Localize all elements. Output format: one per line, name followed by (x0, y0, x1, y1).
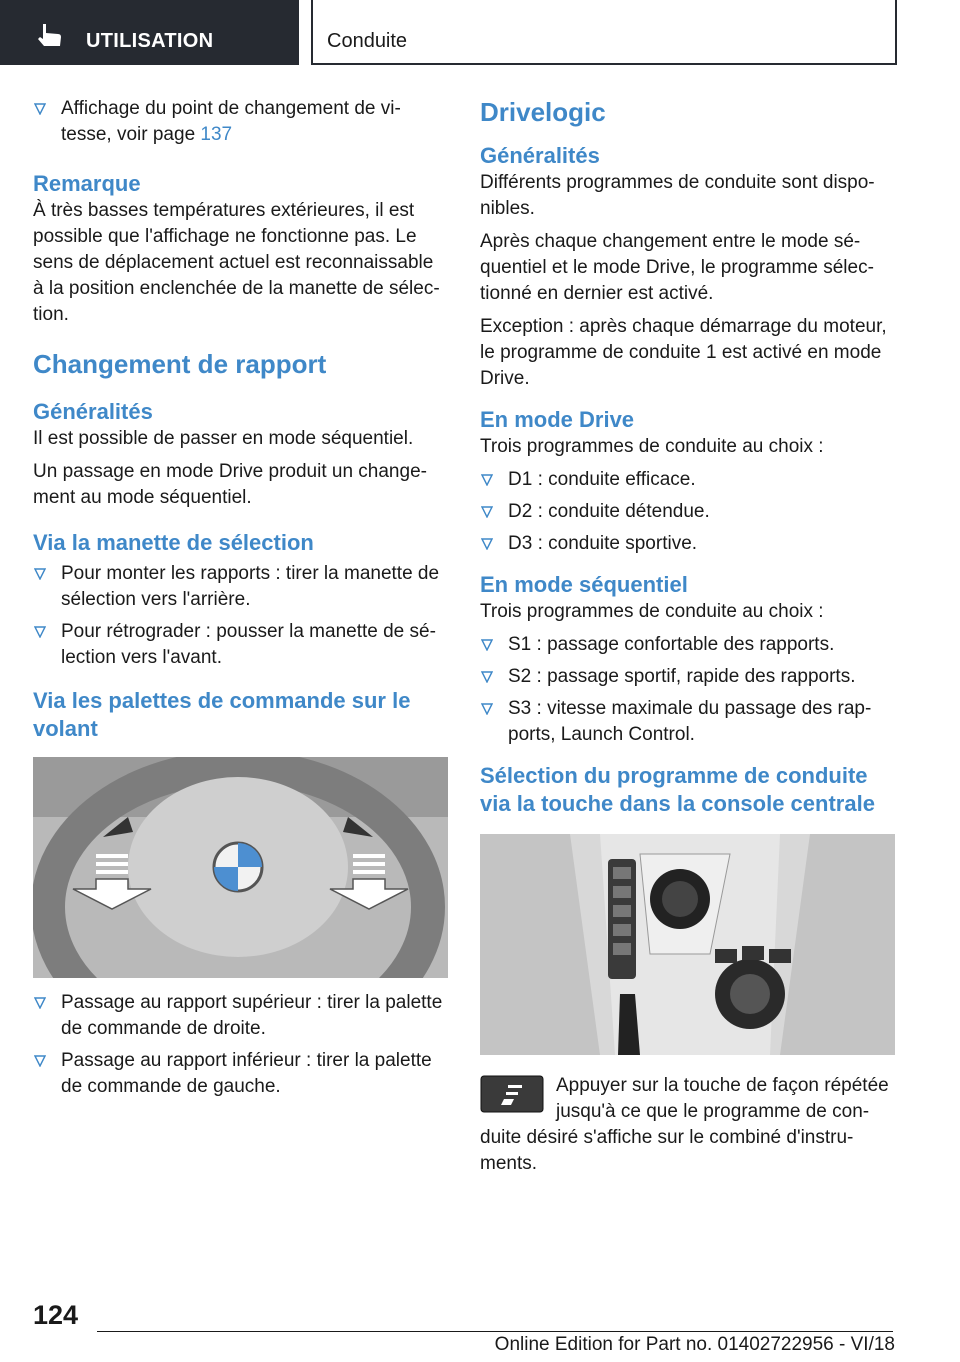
footer-rule (97, 1331, 893, 1332)
list-item (33, 619, 448, 671)
sequentiel-heading: En mode séquentiel (480, 572, 688, 597)
triangle-bullet-icon (481, 671, 493, 683)
chapter-tab (311, 0, 897, 65)
hand-pointer-icon (34, 22, 64, 48)
steering-wheel-image (33, 757, 448, 978)
paragraph: Exception : après chaque démarrage du moteur, le programme de conduite 1 est activé en mode Drive. (480, 316, 887, 389)
list-item (480, 531, 895, 557)
palettes-heading: Via les palettes de commande sur le volant (33, 688, 411, 741)
remarque-body: À très basses températures extérieures, il est possible que l'affichage ne fonctionne pas. Le sens de déplacement actuel est reconnaissable à la position enclenchée de la manette de sélec‐ tion. (33, 200, 440, 325)
page-number: 124 (33, 1300, 79, 1330)
bullet-text: S1 : passage confortable des rapports. (508, 634, 835, 655)
bullet-text: D1 : conduite efficace. (508, 469, 696, 490)
paragraph: Un passage en mode Drive produit un change‐ ment au mode séquentiel. (33, 461, 427, 508)
list-item (33, 1048, 448, 1100)
selection-text-block (480, 1073, 895, 1177)
sequentiel-bullets (480, 632, 895, 748)
drivelogic-title: Drivelogic (480, 97, 606, 127)
section-label: UTILISATION (86, 30, 214, 52)
list-item (33, 561, 448, 613)
selection-heading: Sélection du programme de conduite via la touche dans la console centrale (480, 763, 875, 816)
generalites-heading: Généralités (33, 399, 153, 424)
paragraph: Différents programmes de conduite sont dispo‐ nibles. (480, 172, 875, 219)
bullet-text: Pour rétrograder : pousser la manette de sé‐ lection vers l'avant. (61, 621, 436, 668)
remarque-heading: Remarque (33, 171, 141, 196)
triangle-bullet-icon (34, 997, 46, 1009)
bullet-text: D3 : conduite sportive. (508, 533, 698, 554)
list-item (33, 990, 448, 1042)
selection-body: Appuyer sur la touche de façon répétée jusqu'à ce que le programme de con‐ duite désiré s'affiche sur le combiné d'instru‐ ments. (480, 1075, 889, 1174)
manette-heading: Via la manette de sélection (33, 530, 314, 555)
paragraph: Trois programmes de conduite au choix : (480, 601, 824, 622)
section-tab (0, 0, 299, 65)
triangle-bullet-icon (34, 568, 46, 580)
edition-text: Online Edition for Part no. 01402722956 - VI/18 (494, 1334, 895, 1355)
chapter-label: Conduite (327, 30, 408, 52)
list-item (480, 467, 895, 493)
triangle-bullet-icon (481, 474, 493, 486)
changement-title: Changement de rapport (33, 349, 327, 379)
paragraph: Après chaque changement entre le mode sé‐ quentiel et le mode Drive, le programme sélec‐ tionné en dernier est activé. (480, 231, 874, 304)
triangle-bullet-icon (34, 1055, 46, 1067)
list-item (480, 632, 895, 658)
drive-bullets (480, 467, 895, 557)
triangle-bullet-icon (481, 538, 493, 550)
manette-bullets (33, 561, 448, 671)
list-item (480, 499, 895, 525)
page-link[interactable]: 137 (200, 124, 233, 145)
list-item (33, 96, 448, 148)
intro-bullets (33, 96, 448, 148)
right-column (480, 96, 895, 1184)
list-item (480, 664, 895, 690)
triangle-bullet-icon (34, 103, 46, 115)
bullet-text: Passage au rapport supérieur : tirer la palette de commande de droite. (61, 992, 443, 1039)
mode-key-icon (480, 1075, 544, 1113)
bullet-text: Pour monter les rapports : tirer la manette de sélection vers l'arrière. (61, 563, 440, 610)
bullet-text: S2 : passage sportif, rapide des rapports. (508, 666, 856, 687)
center-console-image (480, 834, 895, 1055)
paragraph: Il est possible de passer en mode séquentiel. (33, 428, 414, 449)
triangle-bullet-icon (481, 506, 493, 518)
generalites-heading: Généralités (480, 143, 600, 168)
bullet-text: D2 : conduite détendue. (508, 501, 710, 522)
list-item (480, 696, 895, 748)
triangle-bullet-icon (34, 626, 46, 638)
bullet-text: Passage au rapport inférieur : tirer la palette de commande de gauche. (61, 1050, 432, 1097)
palettes-bullets (33, 990, 448, 1100)
bullet-text: Affichage du point de changement de vi‐ tesse, voir page (61, 98, 401, 145)
left-column (33, 96, 448, 1106)
paragraph: Trois programmes de conduite au choix : (480, 436, 824, 457)
triangle-bullet-icon (481, 639, 493, 651)
triangle-bullet-icon (481, 703, 493, 715)
bullet-text: S3 : vitesse maximale du passage des rap‐ ports, Launch Control. (508, 698, 872, 745)
drive-heading: En mode Drive (480, 407, 635, 432)
